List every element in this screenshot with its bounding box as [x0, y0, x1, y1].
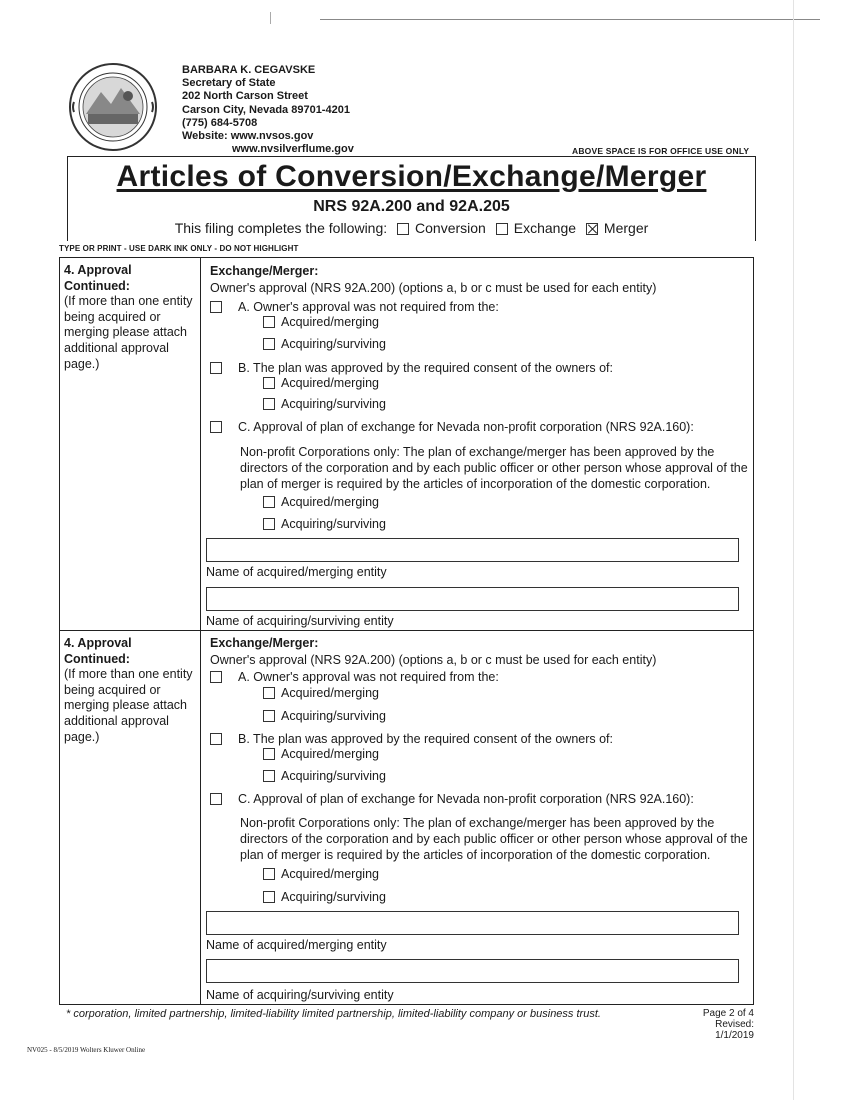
- official-name: BARBARA K. CEGAVSKE: [182, 64, 316, 76]
- acquired-label: Acquired/merging: [281, 686, 379, 700]
- acquiring-entity-name-input[interactable]: [206, 587, 739, 611]
- nevada-state-seal-icon: [66, 62, 160, 152]
- option-a-acquiring-checkbox[interactable]: [263, 710, 275, 722]
- conversion-label: Conversion: [415, 220, 486, 236]
- filing-prefix: This filing completes the following:: [174, 220, 388, 236]
- section-subheading: Continued:: [64, 278, 130, 293]
- acquired-label: Acquired/merging: [281, 495, 379, 509]
- option-c-acquiring-checkbox[interactable]: [263, 518, 275, 530]
- option-a-acquired-checkbox[interactable]: [263, 316, 275, 328]
- page-info: [690, 1008, 754, 1041]
- nrs-reference: NRS 92A.200 and 92A.205: [313, 198, 510, 215]
- acquiring-label: Acquiring/surviving: [281, 337, 386, 351]
- acquiring-entity-name-input[interactable]: [206, 959, 739, 983]
- section-note-line: additional approval: [64, 340, 169, 355]
- option-b-checkbox[interactable]: [210, 362, 222, 374]
- section-2-label: [64, 636, 200, 745]
- section-note-line: page.): [64, 729, 100, 744]
- section-note-line: merging please attach: [64, 698, 187, 713]
- section-subheading: Continued:: [64, 651, 130, 666]
- option-c-label: C. Approval of plan of exchange for Nevada non-profit corporation (NRS 92A.160):: [238, 792, 694, 806]
- website-link-2[interactable]: www.nvsilverflume.gov: [232, 143, 354, 156]
- ink-instructions: TYPE OR PRINT - USE DARK INK ONLY - DO NOT HIGHLIGHT: [59, 244, 299, 253]
- page-number: Page 2 of 4: [702, 1008, 754, 1019]
- nonprofit-paragraph: Non-profit Corporations only: The plan of exchange/merger has been approved by the directors of the corporation and by each public officer or other person whose approval of the plan of merger is required by the articles of incorporation of the domestic corporation.: [240, 816, 748, 862]
- acquiring-label: Acquiring/surviving: [281, 890, 386, 904]
- exchange-merger-title: Exchange/Merger:: [210, 264, 319, 278]
- filing-type-row: [67, 220, 756, 236]
- exchange-label: Exchange: [513, 220, 577, 236]
- acquired-entity-name-label: Name of acquired/merging entity: [206, 938, 387, 952]
- form-title: Articles of Conversion/Exchange/Merger: [116, 160, 707, 193]
- option-c-acquiring-checkbox[interactable]: [263, 891, 275, 903]
- acquired-label: Acquired/merging: [281, 315, 379, 329]
- section-note-line: merging please attach: [64, 325, 187, 340]
- acquiring-label: Acquiring/surviving: [281, 769, 386, 783]
- section-heading: 4. Approval: [64, 636, 132, 650]
- option-c-checkbox[interactable]: [210, 793, 222, 805]
- section-note-line: additional approval: [64, 713, 169, 728]
- option-b-label: B. The plan was approved by the required consent of the owners of:: [238, 361, 613, 375]
- section-note-line: being acquired or: [64, 682, 161, 697]
- address-line-2: Carson City, Nevada 89701-4201: [182, 103, 350, 116]
- section-note-line: page.): [64, 356, 100, 371]
- acquired-entity-name-label: Name of acquired/merging entity: [206, 565, 387, 579]
- top-scan-line: [320, 19, 820, 20]
- entity-type-footnote: * corporation, limited partnership, limited-liability limited partnership, limited-liability company or business trust.: [66, 1008, 601, 1020]
- owners-approval-intro: Owner's approval (NRS 92A.200) (options a, b or c must be used for each entity): [210, 281, 657, 295]
- acquired-entity-name-input[interactable]: [206, 911, 739, 935]
- option-c-acquired-checkbox[interactable]: [263, 868, 275, 880]
- nonprofit-paragraph: Non-profit Corporations only: The plan of exchange/merger has been approved by the directors of the corporation and by each public officer or other person whose approval of the plan of merger is required by the articles of incorporation of the domestic corporation.: [240, 445, 748, 491]
- option-a-checkbox[interactable]: [210, 671, 222, 683]
- acquired-entity-name-input[interactable]: [206, 538, 739, 562]
- section-note-line: (If more than one entity: [64, 667, 193, 682]
- exchange-merger-title: Exchange/Merger:: [210, 636, 319, 650]
- option-a-acquiring-checkbox[interactable]: [263, 338, 275, 350]
- address-line-1: 202 North Carson Street: [182, 90, 308, 103]
- option-a-checkbox[interactable]: [210, 301, 222, 313]
- option-b-acquired-checkbox[interactable]: [263, 377, 275, 389]
- option-c-label: C. Approval of plan of exchange for Nevada non-profit corporation (NRS 92A.160):: [238, 420, 694, 434]
- option-b-label: B. The plan was approved by the required consent of the owners of:: [238, 732, 613, 746]
- section-1-label: [64, 263, 200, 372]
- option-a-label: A. Owner's approval was not required from the:: [238, 300, 499, 314]
- option-c-acquired-checkbox[interactable]: [263, 496, 275, 508]
- printer-mark: NV025 - 8/5/2019 Wolters Kluwer Online: [27, 1046, 146, 1054]
- merger-checkbox[interactable]: [586, 223, 598, 235]
- option-b-acquiring-checkbox[interactable]: [263, 770, 275, 782]
- conversion-checkbox[interactable]: [397, 223, 409, 235]
- merger-label: Merger: [603, 220, 649, 236]
- option-b-acquiring-checkbox[interactable]: [263, 398, 275, 410]
- option-a-label: A. Owner's approval was not required from the:: [238, 670, 499, 684]
- option-a-acquired-checkbox[interactable]: [263, 687, 275, 699]
- top-scan-mark: [270, 12, 273, 24]
- table-row-divider: [59, 630, 754, 631]
- website-link[interactable]: Website: www.nvsos.gov: [182, 130, 314, 143]
- section-note-line: being acquired or: [64, 309, 161, 324]
- revision-date: Revised: 1/1/2019: [715, 1019, 754, 1041]
- option-c-checkbox[interactable]: [210, 421, 222, 433]
- table-column-divider: [200, 257, 201, 1005]
- acquired-label: Acquired/merging: [281, 747, 379, 761]
- acquired-label: Acquired/merging: [281, 867, 379, 881]
- office-use-note: ABOVE SPACE IS FOR OFFICE USE ONLY: [572, 146, 750, 156]
- phone-number: (775) 684-5708: [182, 116, 258, 129]
- official-title: Secretary of State: [182, 77, 276, 90]
- section-heading: 4. Approval: [64, 263, 132, 277]
- acquiring-label: Acquiring/surviving: [281, 517, 386, 531]
- option-b-acquired-checkbox[interactable]: [263, 748, 275, 760]
- owners-approval-intro: Owner's approval (NRS 92A.200) (options a, b or c must be used for each entity): [210, 653, 657, 667]
- office-address-block: [182, 64, 354, 156]
- exchange-checkbox[interactable]: [496, 223, 508, 235]
- acquiring-entity-name-label: Name of acquiring/surviving entity: [206, 988, 394, 1002]
- acquiring-label: Acquiring/surviving: [281, 397, 386, 411]
- option-b-checkbox[interactable]: [210, 733, 222, 745]
- section-note-line: (If more than one entity: [64, 294, 193, 309]
- page-edge-line: [793, 0, 794, 1100]
- acquiring-label: Acquiring/surviving: [281, 709, 386, 723]
- acquiring-entity-name-label: Name of acquiring/surviving entity: [206, 614, 394, 628]
- acquired-label: Acquired/merging: [281, 376, 379, 390]
